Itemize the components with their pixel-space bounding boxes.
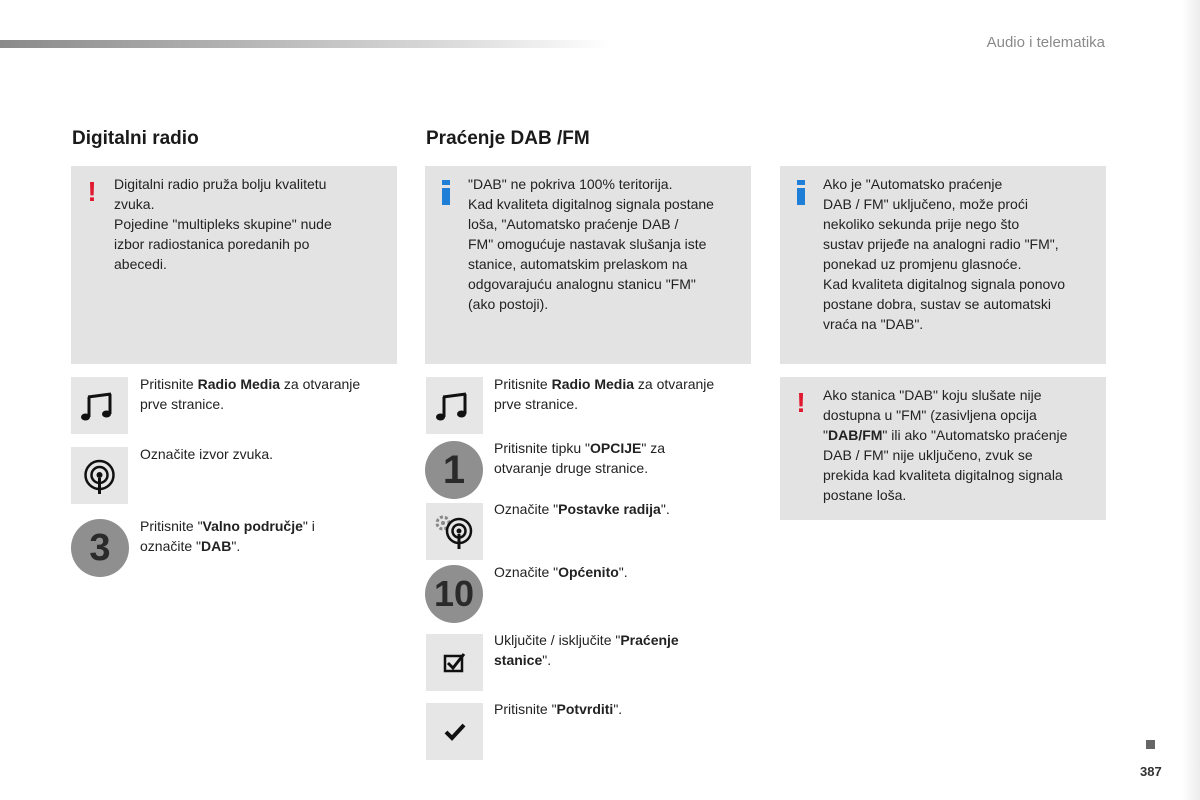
info-note-dab-coverage [425, 166, 751, 364]
middle-step-1-text: Pritisnite Radio Media za otvaranje prve stranice. [494, 376, 715, 412]
radio-settings-icon [426, 503, 483, 560]
warning-note-text: Digitalni radio pruža bolju kvalitetu zvuka. Pojedine "multipleks skupine" nude izbor radiostanica poredanih po abecedi. [114, 176, 332, 272]
header-decoration-bar [0, 40, 610, 48]
left-step-2-text: Označite izvor zvuka. [140, 446, 274, 462]
middle-step-5-text: Uključite / isključite "Praćenje stanice". [494, 632, 679, 668]
page-marker [1146, 740, 1155, 749]
info-note-text: "DAB" ne pokriva 100% teritorija. Kad kvaliteta digitalnog signala postane loša, "Automatsko praćenje DAB / FM" omogućuje nastavak slušanja iste stanice, automatskim prelaskom na odgovarajuću analognu stanicu "FM" (ako postoji). [468, 176, 714, 312]
checkbox-icon [426, 634, 483, 691]
left-step-3-text: Pritisnite "Valno područje" i označite "DAB". [140, 518, 315, 554]
exclamation-icon: ! [87, 176, 97, 207]
music-note-icon [71, 377, 128, 434]
info-icon [439, 178, 453, 206]
middle-step-4-text: Označite "Općenito". [494, 564, 628, 580]
exclamation-icon: ! [796, 387, 806, 418]
step-number-10: 10 [425, 565, 483, 623]
left-step-1-text: Pritisnite Radio Media za otvaranje prve stranice. [140, 376, 361, 412]
warning-note-text: Ako stanica "DAB" koju slušate nije dostupna u "FM" (zasivljena opcija "DAB/FM" ili ako "Automatsko praćenje DAB / FM" nije uključeno, zvuk se prekida kad kvaliteta digitalnog signala postane loša. [823, 387, 1068, 503]
music-note-icon [426, 377, 483, 434]
info-note-text: Ako je "Automatsko praćenje DAB / FM" uključeno, može proći nekoliko sekunda prije nego što sustav prijeđe na analogni radio "FM", ponekad uz promjenu glasnoće. Kad kvaliteta digitalnog signala ponovo postane dobra, sustav se automatski vraća na "DAB". [823, 176, 1066, 332]
radio-source-icon [71, 447, 128, 504]
checkmark-icon [426, 703, 483, 760]
middle-step-2-text: Pritisnite tipku "OPCIJE" za otvaranje druge stranice. [494, 440, 666, 476]
warning-note-digital-radio [71, 166, 397, 364]
info-note-automatic-tracking [780, 166, 1106, 364]
step-number-3: 3 [71, 519, 129, 577]
warning-note-dab-unavailable [780, 377, 1106, 520]
page-edge-shadow [1182, 0, 1200, 800]
page-number: 387 [1140, 764, 1162, 779]
section-heading-digital-radio: Digitalni radio [72, 128, 199, 149]
chapter-title: Audio i telematika [986, 34, 1105, 51]
section-heading-dab-fm: Praćenje DAB /FM [426, 128, 590, 149]
step-number-1: 1 [425, 441, 483, 499]
middle-step-6-text: Pritisnite "Potvrditi". [494, 701, 623, 717]
middle-step-3-text: Označite "Postavke radija". [494, 501, 670, 517]
info-icon [794, 178, 808, 206]
